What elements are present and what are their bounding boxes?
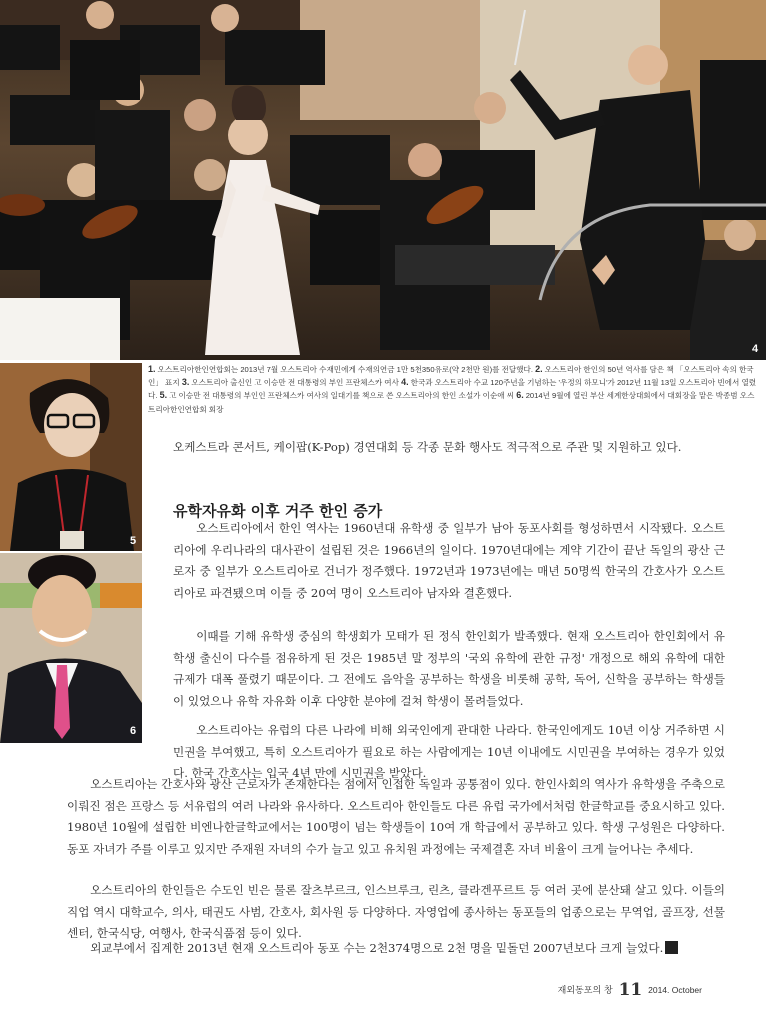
caption-num: 2. [535, 364, 543, 374]
intro-paragraph: 오케스트라 콘서트, 케이팝(K-Pop) 경연대회 등 각종 문화 행사도 적극적으로 주관 및 지원하고 있다. [173, 440, 682, 454]
article-end-icon [665, 941, 678, 954]
concert-photo-illustration [0, 0, 766, 360]
caption-text: 고 이승만 전 대통령의 부인인 프란체스카 여사의 일대기를 책으로 쓴 오스트리아의 한인 소설가 이순애 씨 [169, 391, 515, 401]
paragraph-2: 이때를 기해 유학생 중심의 학생회가 모태가 된 정식 한인회가 발족했다. 현재 오스트리아 한인회에서 유학생 출신이 다수를 점유하게 된 것은 1985년 말 정부의 '국외 유학에 관한 규정' 개정으로 해외 유학에 대한 규제가 대폭 풀렸기 때문이다. 그 전에도 음악을 공부하는 학생을 비롯해 공학, 독어, 신학을 공부하는 학생들이 있었으나 유학 자유화 이후 다양한 분야에 걸쳐 학생이 몰려들었다. [173, 629, 725, 708]
photo-number: 5 [130, 535, 137, 547]
issue-date: 2014. October [648, 985, 702, 995]
paragraph-5: 오스트리아의 한인들은 수도인 빈은 물론 잘츠부르크, 인스브루크, 린츠, 클라겐푸르트 등 여러 곳에 분산돼 살고 있다. 이들의 직업 역시 대학교수, 의사, 태권도 사범, 간호사, 회사원 등 다양하다. 자영업에 종사하는 동포들의 업종으로는 무역업, 골프장, 선물센터, 한국식당, 여행사, 한국식품점 등이 있다. [67, 883, 725, 941]
portrait-photo-6 [0, 553, 142, 743]
caption-text: 2014년 9월에 열린 부산 세계한상대회에서 대회장을 맡은 박종범 오스트리아한인연합회 회장 [148, 391, 755, 414]
caption-num: 5. [159, 390, 168, 401]
portrait-5-illustration [0, 363, 142, 551]
caption-text: 오스트리아 한인의 50년 역사를 담은 책 「오스트리아 속의 한국인」 표지 [148, 365, 754, 388]
paragraph-4: 오스트리아는 간호사와 광산 근로자가 존재한다는 점에서 인접한 독일과 공통점이 있다. 한인사회의 역사가 유학생을 주축으로 이뤄진 점은 프랑스 등 서유럽의 여러 나라와 유사하다. 오스트리아 한인들도 다른 유럽 국가에서처럼 한글학교를 중요시하고 있다. 1980년 10월에 설립한 비엔나한글학교에서는 100명이 넘는 학생들이 10여 개 학급에서 공부하고 있다. 학생 구성원은 다양하다. 동포 자녀가 주를 이루고 있지만 주재원 자녀의 수가 늘고 있고 유치원 과정에는 국제결혼 자녀 비율이 크게 늘어나는 추세다. [67, 777, 725, 856]
portrait-photo-5 [0, 363, 142, 551]
caption-num: 4. [401, 377, 409, 388]
page-footer [558, 980, 702, 1000]
caption-num: 1. [148, 364, 156, 374]
concert-photo [0, 0, 766, 360]
caption-text: 오스트리아한인연합회는 2013년 7월 오스트리아 수재민에게 수재의연금 1만 5천350유로(약 2천만 원)를 전달했다. [157, 365, 533, 374]
magazine-name: 재외동포의 창 [557, 986, 613, 996]
caption-text: 오스트리아 출신인 고 이승만 전 대통령의 부인 프란체스카 여사 [191, 378, 399, 388]
paragraph-3: 오스트리아는 유럽의 다른 나라에 비해 외국인에게 관대한 나라다. 한국인에게도 10년 이상 거주하면 시민권을 부여했고, 특히 오스트리아가 필요로 하는 사람에게는 10년 이내에도 시민권을 부여하는 경우가 있었다. 한국 간호사는 입국 4년 만에 시민권을 받았다. [173, 723, 725, 781]
caption-num: 6. [516, 390, 524, 401]
page-number: 11 [618, 980, 643, 1000]
paragraph-6-text: 외교부에서 집계한 2013년 현재 오스트리아 동포 수는 2천374명으로 2천 명을 밑돌던 2007년보다 크게 늘었다. [90, 941, 664, 955]
section-heading: 유학자유화 이후 거주 한인 증가 [173, 502, 383, 520]
portrait-6-illustration [0, 553, 142, 743]
caption-num: 3. [181, 377, 190, 388]
photo-number: 4 [752, 343, 759, 355]
photo-caption [148, 363, 758, 416]
caption-text: 한국과 오스트리아 수교 120주년을 기념하는 '우정의 하모니'가 2012년 11월 13일 오스트리아 빈에서 열렸다. [148, 378, 757, 401]
paragraph-6 [67, 938, 725, 960]
paragraph-1: 오스트리아에서 한인 역사는 1960년대 유학생 중 일부가 남아 동포사회를 형성하면서 시작됐다. 오스트리아에 우리나라의 대사관이 설립된 것은 1966년의 일이다. 1970년대에는 계약 기간이 끝난 독일의 광산 근로자 중 일부가 오스트리아로 건너가 정주했다. 1972년과 1973년에는 매년 50명씩 한국의 간호사가 오스트리아로 파견됐으며 이들 중 20여 명이 오스트리아 남자와 결혼했다. [173, 521, 725, 600]
photo-number: 6 [130, 725, 137, 737]
